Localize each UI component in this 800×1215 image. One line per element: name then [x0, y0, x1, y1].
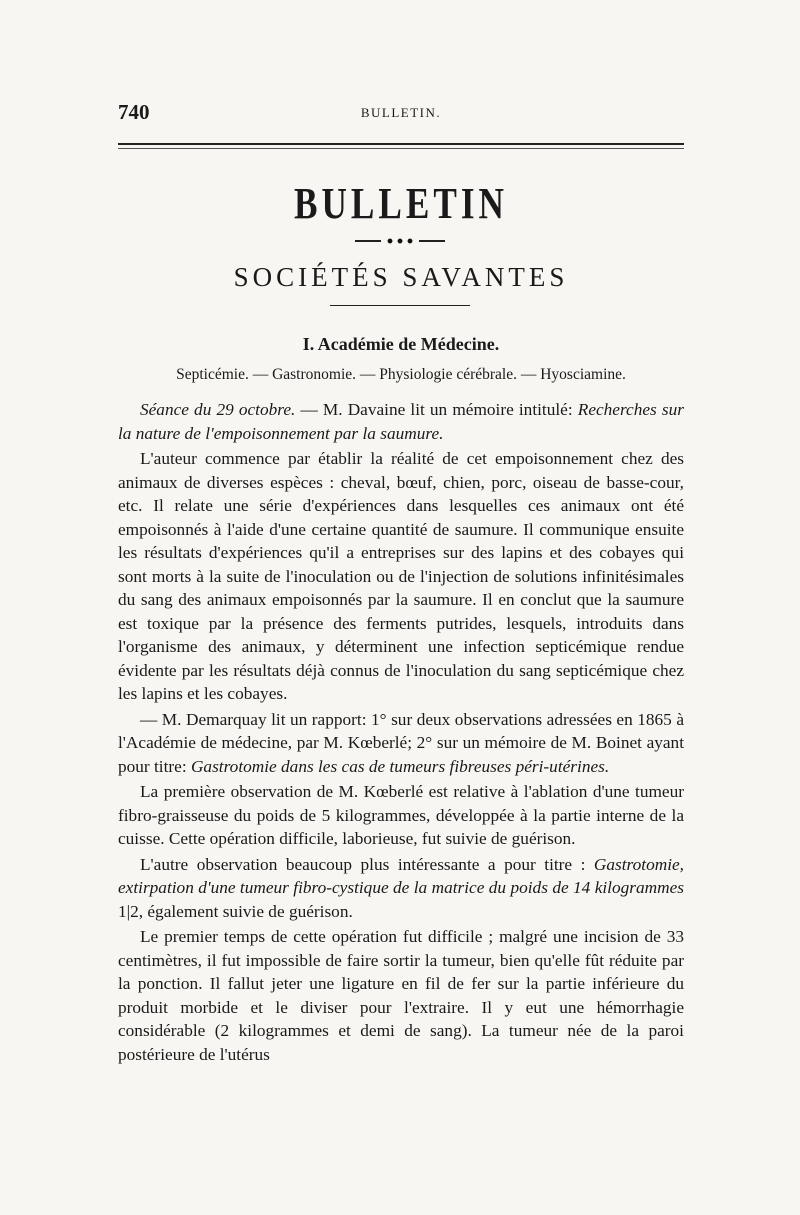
- subtitle: SOCIÉTÉS SAVANTES: [233, 262, 569, 292]
- paragraph-2: L'auteur commence par établir la réalité de cet empoisonnement chez des animaux de diverses espèces : cheval, bœuf, chien, porc, oiseau de basse-cour, etc. Il relate une série d'expériences dans lesquelles ces animaux ont été empoisonnés à l'aide d'une certaine quantité de saumure. Il communique ensuite les résultats d'expériences qu'il a entreprises sur des lapins et des cobayes qui sont morts à la suite de l'inoculation ou de l'injection de solutions infinitésimales du sang des animaux empoisonnés par la saumure. Il en conclut que la saumure est toxique par la présence des ferments putrides, lesquels, introduits dans l'organisme des animaux, y déterminent une infection septicémique rendue évidente par les résultats déjà connus de l'inoculation du sang septicémique chez les lapins et les cobayes.: [118, 449, 684, 703]
- section-heading: I. Académie de Médecine.: [302, 334, 500, 354]
- report-title: Gastrotomie dans les cas de tumeurs fibreuses péri-utérines.: [190, 756, 610, 776]
- running-header: [118, 100, 684, 124]
- article-body: [118, 398, 684, 1066]
- session-date: Séance du 29 octobre.: [140, 400, 296, 419]
- header-rule: [118, 143, 684, 149]
- page-number: 740: [118, 100, 150, 124]
- paragraph-3: — M. Demarquay lit un rapport: 1° sur deux observations adressées en 1865 à l'Académie de médecine, par M. Kœberlé; 2° sur un mémoire de M. Boinet ayant pour titre: Gastrotomie dans les cas de tumeurs fibreuses péri-utérines.: [118, 709, 684, 776]
- observation-title: Gastrotomie, extirpation d'une tumeur fibro-cystique de la matrice du poids de 14 kilogrammes: [118, 854, 684, 897]
- paragraph-1: Séance du 29 octobre. — M. Davaine lit un mémoire intitulé: Recherches sur la nature de l'empoisonnement par la saumure.: [118, 400, 684, 443]
- paragraph-5: L'autre observation beaucoup plus intéressante a pour titre : Gastrotomie, extirpation d'une tumeur fibro-cystique de la matrice du poids de 14 kilogrammes 1|2, également suivie de guérison.: [118, 854, 684, 921]
- title-ornament: [355, 238, 445, 244]
- main-title: BULLETIN: [294, 179, 508, 228]
- section-rule: [330, 305, 470, 306]
- paragraph-4: La première observation de M. Kœberlé est relative à l'ablation d'une tumeur fibro-graisseuse du poids de 5 kilogrammes, développée à la partie interne de la cuisse. Cette opération difficile, laborieuse, fut suivie de guérison.: [118, 782, 684, 848]
- memoir-title: Recherches sur la nature de l'empoisonnement par la saumure.: [118, 400, 684, 443]
- section-topics: Septicémie. — Gastronomie. — Physiologie cérébrale. — Hyoscіamine.: [176, 366, 626, 383]
- running-title: BULLETIN.: [360, 105, 442, 120]
- paragraph-6: Le premier temps de cette opération fut difficile ; malgré une incision de 33 centimètres, il fut impossible de faire sortir la tumeur, bien qu'elle fût réduite par la ponction. Il fallut jeter une ligature en fil de fer sur la partie inférieure du produit morbide et le diviser pour l'extraire. Il y eut une hémorrhagie considérable (2 kilogrammes et demi de sang). La tumeur née de la paroi postérieure de l'utérus: [118, 927, 684, 1064]
